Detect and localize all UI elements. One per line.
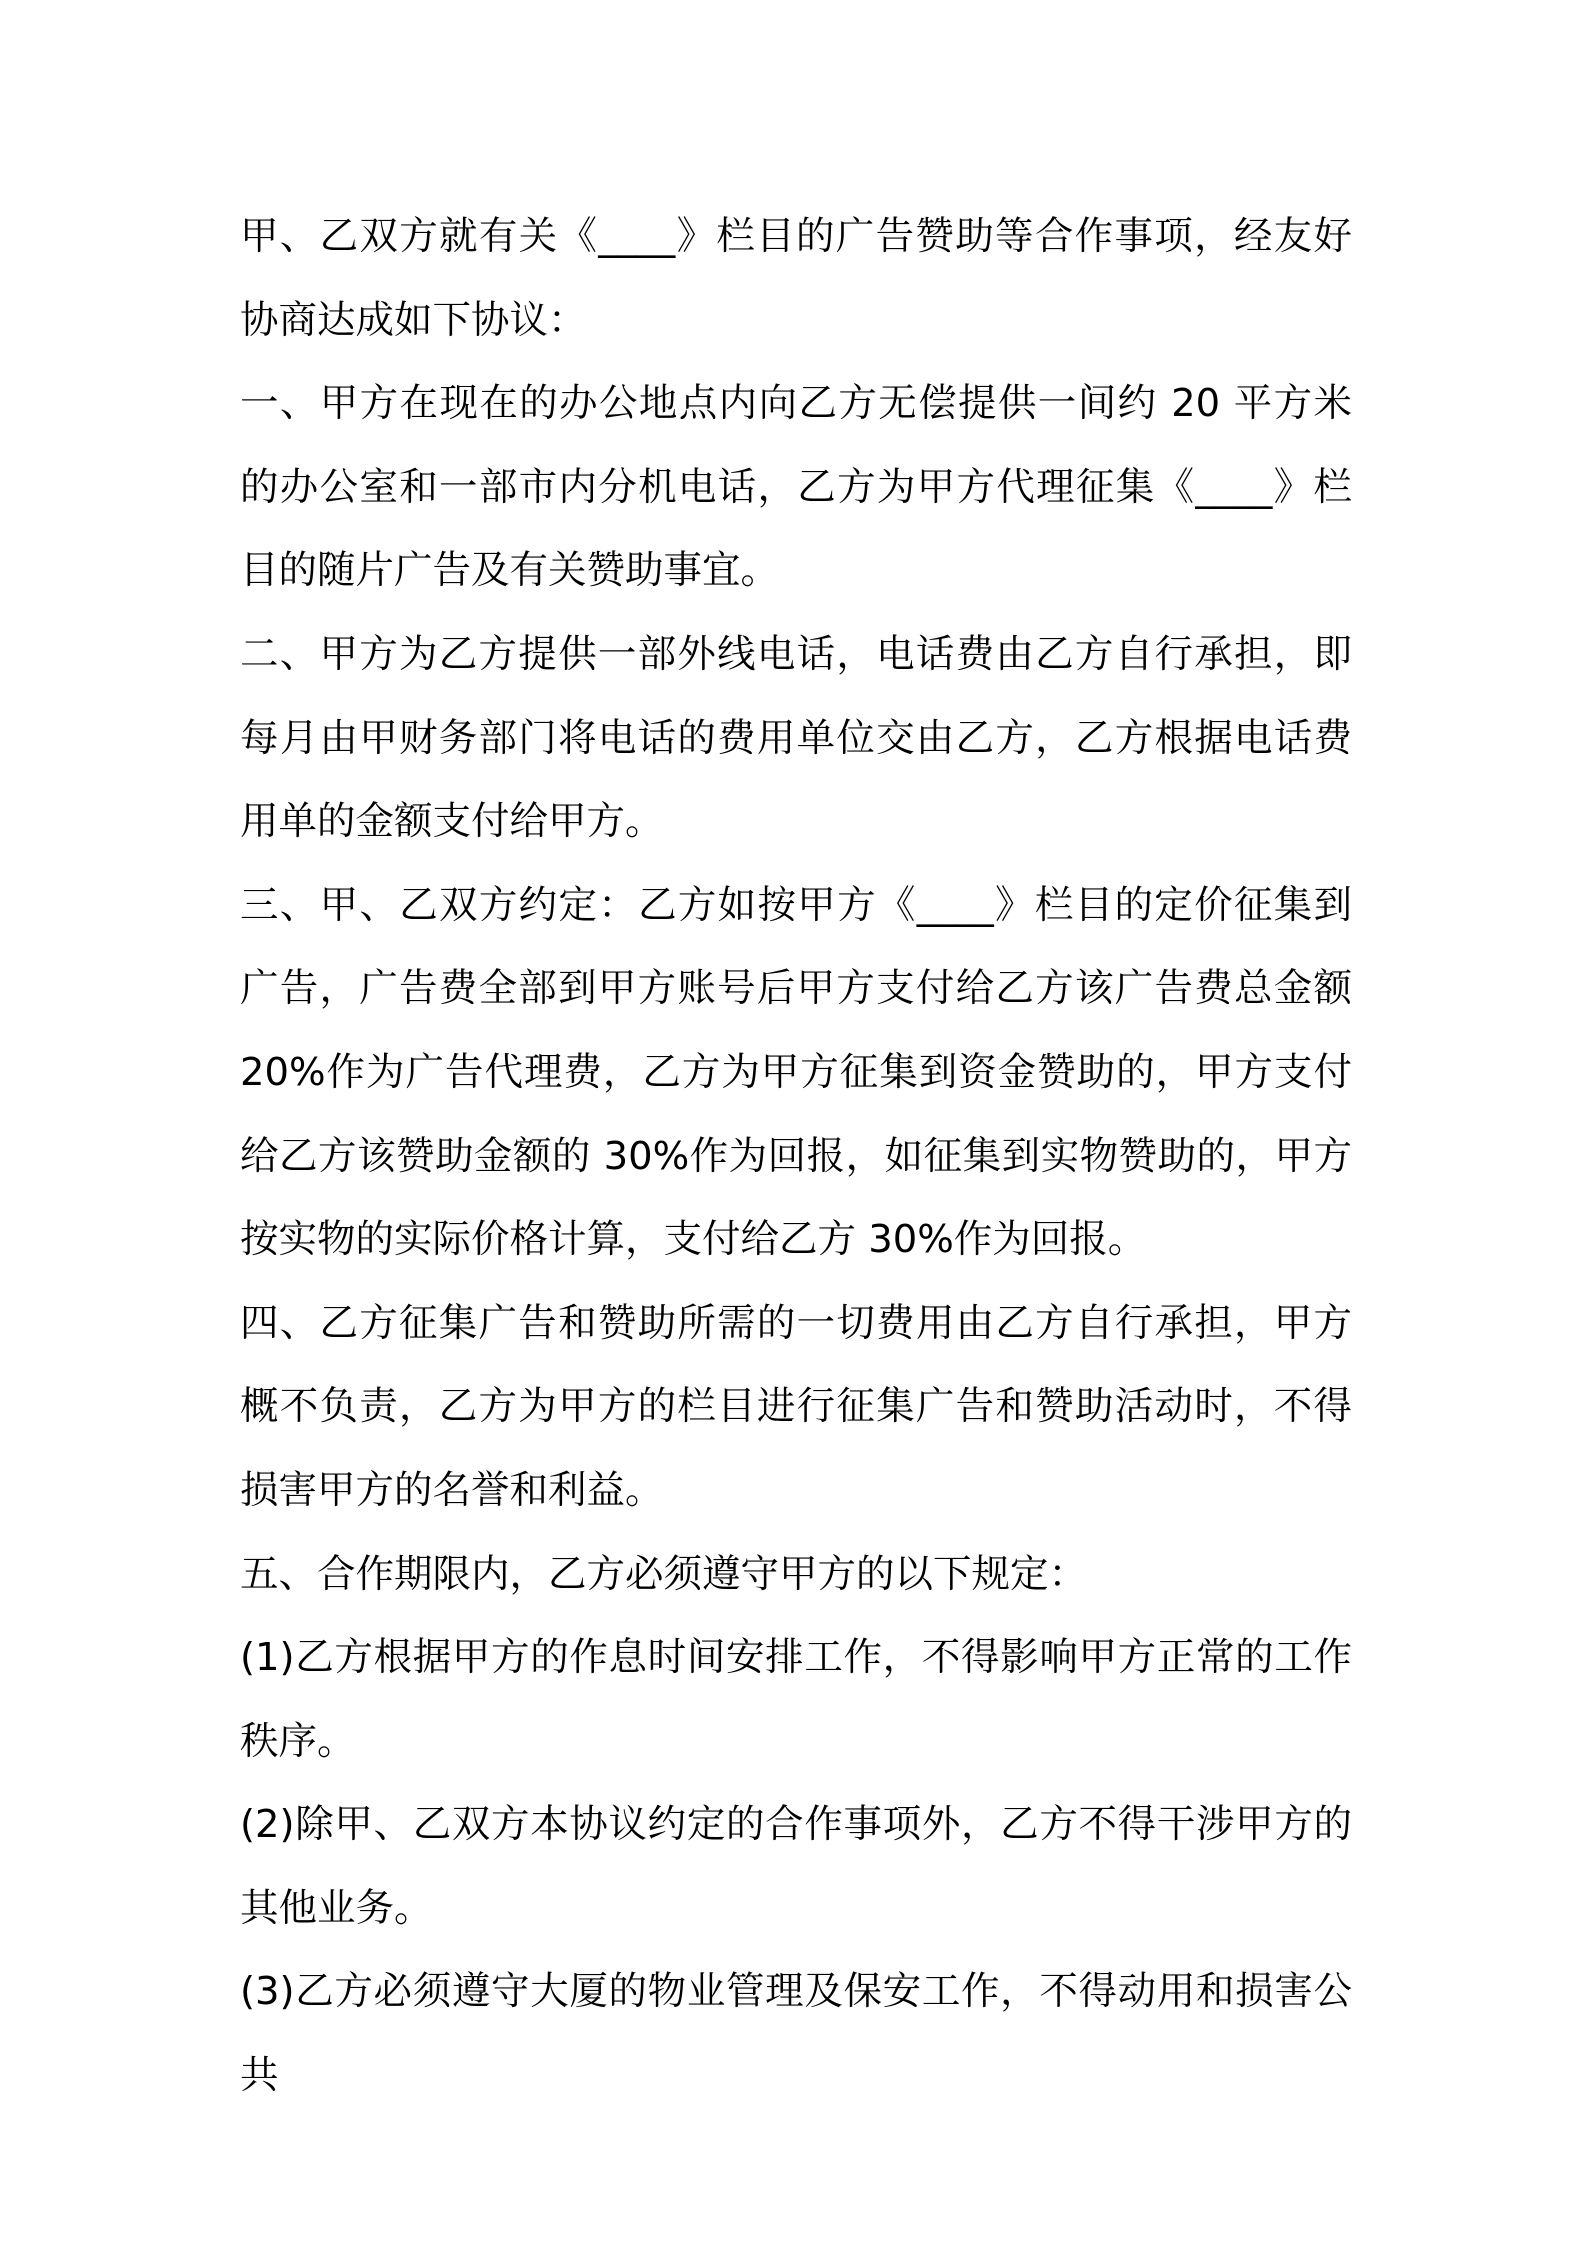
intro-paragraph: 甲、乙双方就有关《____》栏目的广告赞助等合作事项，经友好协商达成如下协议： — [240, 214, 1352, 343]
clause-4-paragraph: 四、乙方征集广告和赞助所需的一切费用由乙方自行承担，甲方概不负责，乙方为甲方的栏目进行征集广告和赞助活动时，不得损害甲方的名誉和利益。 — [240, 1300, 1352, 1513]
clause-3-paragraph: 三、甲、乙双方约定：乙方如按甲方《____》栏目的定价征集到广告，广告费全部到甲方账号后甲方支付给乙方该广告费总金额 20%作为广告代理费，乙方为甲方征集到资金赞助的，甲方支付给乙方该赞助金额的 30%作为回报，如征集到实物赞助的，甲方按实物的实际价格计算，支付给乙方 30%作为回报。 — [240, 882, 1352, 1263]
clause-1-paragraph: 一、甲方在现在的办公地点内向乙方无偿提供一间约 20 平方米的办公室和一部市内分机电话，乙方为甲方代理征集《____》栏目的随片广告及有关赞助事宜。 — [240, 381, 1352, 594]
rule-3-paragraph: (3)乙方必须遵守大厦的物业管理及保安工作，不得动用和损害公共 — [240, 1969, 1352, 2099]
clause-2-paragraph: 二、甲方为乙方提供一部外线电话，电话费由乙方自行承担，即每月由甲财务部门将电话的费用单位交由乙方，乙方根据电话费用单的金额支付给甲方。 — [240, 631, 1352, 845]
clause-5-paragraph: 五、合作期限内，乙方必须遵守甲方的以下规定： — [240, 1551, 1088, 1597]
document-body — [240, 195, 1352, 2118]
rule-2-paragraph: (2)除甲、乙双方本协议约定的合作事项外，乙方不得干涉甲方的其他业务。 — [240, 1802, 1352, 1931]
rule-1-paragraph: (1)乙方根据甲方的作息时间安排工作，不得影响甲方正常的工作秩序。 — [240, 1635, 1352, 1764]
